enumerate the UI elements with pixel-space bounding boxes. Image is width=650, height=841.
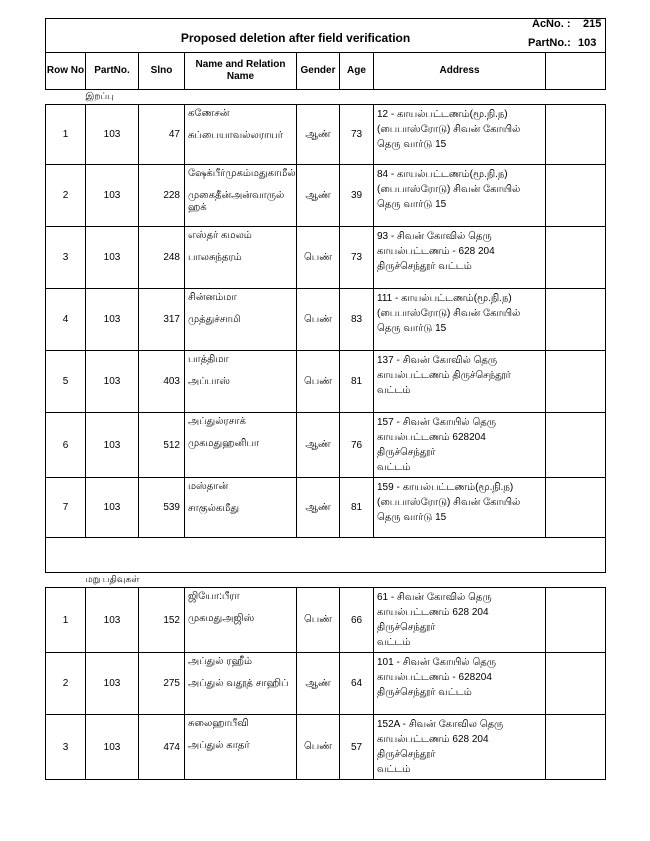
address-line: தெரு வார்டு 15 xyxy=(377,323,447,334)
address-line: காயல்பட்டணம் 628 204 திருச்செந்தூர் xyxy=(377,607,489,633)
elector-name: கணேசன் xyxy=(188,108,230,119)
page-title: Proposed deletion after field verification xyxy=(180,31,411,45)
blank-cell xyxy=(546,588,606,653)
relation-name: அப்பாஸ் xyxy=(188,376,230,387)
gender-cell: ஆண் xyxy=(297,653,340,715)
col-row-no: Row No xyxy=(46,53,86,90)
part-no-cell: 103 xyxy=(86,165,139,227)
part-no-cell: 103 xyxy=(86,289,139,351)
address-line: 93 - சிவன் கோவில் தெரு xyxy=(377,231,492,242)
table-row xyxy=(46,289,606,351)
row-no-cell: 2 xyxy=(46,165,86,227)
elector-name: எஸ்தர் கமலம் xyxy=(188,230,252,241)
blank-cell xyxy=(546,351,606,413)
address-line: காயல்பட்டணம் - 628204 xyxy=(377,672,492,683)
deletion-table xyxy=(45,18,606,780)
name-cell xyxy=(185,478,297,538)
sl-no-cell: 47 xyxy=(139,105,185,165)
elector-name: ஜியோ:பீரா xyxy=(188,591,240,602)
table-row xyxy=(46,715,606,780)
part-no-cell: 103 xyxy=(86,105,139,165)
sl-no-cell: 275 xyxy=(139,653,185,715)
section-label: இறப்பு xyxy=(46,90,606,105)
address-cell xyxy=(374,105,546,165)
address-line: வட்டம் xyxy=(377,462,411,473)
table-row xyxy=(46,413,606,478)
col-gender: Gender xyxy=(297,53,340,90)
sl-no-cell: 152 xyxy=(139,588,185,653)
relation-name: முகைதீன்அன்வாருல் ஹக் xyxy=(188,190,285,213)
row-no-cell: 3 xyxy=(46,715,86,780)
address-cell xyxy=(374,653,546,715)
section-header-row xyxy=(46,573,606,588)
address-line: 137 - சிவன் கோவில் தெரு xyxy=(377,355,498,366)
gender-cell: பெண் xyxy=(297,227,340,289)
part-no-cell: 103 xyxy=(86,715,139,780)
col-sl-no: Slno xyxy=(139,53,185,90)
age-cell: 81 xyxy=(340,478,374,538)
address-line: 152A - சிவன் கோவில தெரு xyxy=(377,719,504,730)
row-no-cell: 5 xyxy=(46,351,86,413)
name-cell xyxy=(185,165,297,227)
part-no-cell: 103 xyxy=(86,653,139,715)
sl-no-cell: 228 xyxy=(139,165,185,227)
age-cell: 73 xyxy=(340,105,374,165)
sl-no-cell: 512 xyxy=(139,413,185,478)
age-cell: 81 xyxy=(340,351,374,413)
partno-value: 103 xyxy=(578,37,597,49)
elector-name: ஷேக்பீர்முகம்மதுகாமீல் xyxy=(188,168,296,179)
address-line: திருச்செந்தூர் வட்டம் xyxy=(377,687,472,698)
gender-cell: ஆண் xyxy=(297,413,340,478)
name-cell xyxy=(185,227,297,289)
address-line: 84 - காயல்பட்டணம்(மூ.நி.ந) xyxy=(377,169,508,180)
section-header-row xyxy=(46,90,606,105)
col-blank xyxy=(546,53,606,90)
elector-name: சின்னம்மா xyxy=(188,292,237,303)
address-line: வட்டம் xyxy=(377,385,411,396)
table-row xyxy=(46,105,606,165)
gender-cell: ஆண் xyxy=(297,478,340,538)
row-no-cell: 1 xyxy=(46,588,86,653)
section-gap-cell xyxy=(46,538,606,573)
relation-name: அப்துல் வதூத் சாஹிப் xyxy=(188,678,289,689)
row-no-cell: 3 xyxy=(46,227,86,289)
address-line: (பைபாஸ்ரோடு) சிவன் கோயில் xyxy=(377,308,521,319)
address-line: 159 - காயல்பட்டணம்(மூ.நி.ந) xyxy=(377,482,514,493)
address-line: வட்டம் xyxy=(377,764,411,775)
part-no-cell: 103 xyxy=(86,413,139,478)
address-line: (பைபாஸ்ரோடு) சிவன் கோயில் xyxy=(377,497,521,508)
age-cell: 73 xyxy=(340,227,374,289)
address-line: தெரு வார்டு 15 xyxy=(377,199,447,210)
age-cell: 66 xyxy=(340,588,374,653)
sl-no-cell: 539 xyxy=(139,478,185,538)
section-label: மறு பதிவுகள் xyxy=(46,573,606,588)
address-cell xyxy=(374,165,546,227)
age-cell: 83 xyxy=(340,289,374,351)
row-no-cell: 7 xyxy=(46,478,86,538)
gender-cell: ஆண் xyxy=(297,165,340,227)
address-line: 111 - காயல்பட்டணம்(மூ.நி.ந) xyxy=(377,293,512,304)
gender-cell: பெண் xyxy=(297,351,340,413)
elector-name: அப்துல் ரஹீம் xyxy=(188,656,252,667)
address-line: தெரு வார்டு 15 xyxy=(377,139,447,150)
gender-cell: பெண் xyxy=(297,289,340,351)
name-cell xyxy=(185,588,297,653)
blank-cell xyxy=(546,105,606,165)
table-row xyxy=(46,653,606,715)
address-line: திருச்செந்தூர் வட்டம் xyxy=(377,261,472,272)
section-gap xyxy=(46,538,606,573)
col-age: Age xyxy=(340,53,374,90)
blank-cell xyxy=(546,413,606,478)
acno-value: 215 xyxy=(583,18,602,30)
address-cell xyxy=(374,351,546,413)
part-no-cell: 103 xyxy=(86,351,139,413)
row-no-cell: 2 xyxy=(46,653,86,715)
address-line: தெரு வார்டு 15 xyxy=(377,512,447,523)
relation-name: அப்துல் காதர் xyxy=(188,740,250,751)
relation-name: முத்துச்சாமி xyxy=(188,314,241,325)
table-row xyxy=(46,351,606,413)
partno-label: PartNo.: xyxy=(528,37,571,49)
address-line: (பைபாஸ்ரோடு) சிவன் கோயில் xyxy=(377,124,521,135)
address-cell xyxy=(374,478,546,538)
address-line: 101 - சிவன் கோயில் தெரு xyxy=(377,657,497,668)
elector-name: மஸ்தான் xyxy=(188,481,229,492)
name-cell xyxy=(185,715,297,780)
table-row xyxy=(46,165,606,227)
col-part-no: PartNo. xyxy=(86,53,139,90)
gender-cell: பெண் xyxy=(297,715,340,780)
address-line: காயல்பட்டணம் திருச்செந்தூர் xyxy=(377,370,511,381)
part-no-cell: 103 xyxy=(86,478,139,538)
address-line: 61 - சிவன் கோவில் தெரு xyxy=(377,592,492,603)
relation-name: முகமதுஹனிபா xyxy=(188,438,260,449)
part-no-cell: 103 xyxy=(86,227,139,289)
address-line: 12 - காயல்பட்டணம்(மூ.நி.ந) xyxy=(377,109,508,120)
gender-cell: பெண் xyxy=(297,588,340,653)
blank-cell xyxy=(546,289,606,351)
age-cell: 39 xyxy=(340,165,374,227)
blank-cell xyxy=(546,227,606,289)
address-line: 157 - சிவன் கோயில் தெரு xyxy=(377,417,497,428)
row-no-cell: 1 xyxy=(46,105,86,165)
name-cell xyxy=(185,289,297,351)
part-no-cell: 103 xyxy=(86,588,139,653)
address-line: (பைபாஸ்ரோடு) சிவன் கோயில் xyxy=(377,184,521,195)
column-header-row xyxy=(46,53,606,90)
name-cell xyxy=(185,105,297,165)
name-cell xyxy=(185,653,297,715)
acno-label: AcNo. : xyxy=(532,18,571,30)
title-cell xyxy=(46,19,606,53)
table-row xyxy=(46,227,606,289)
sl-no-cell: 317 xyxy=(139,289,185,351)
address-line: வட்டம் xyxy=(377,637,411,648)
col-address: Address xyxy=(374,53,546,90)
address-line: காயல்பட்டணம் 628204 திருச்செந்தூர் xyxy=(377,432,486,458)
address-cell xyxy=(374,588,546,653)
address-cell xyxy=(374,715,546,780)
table-row xyxy=(46,588,606,653)
elector-name: அப்துல்ரசாக் xyxy=(188,416,246,427)
relation-name: முகமதுஅஜிஸ் xyxy=(188,613,255,624)
age-cell: 64 xyxy=(340,653,374,715)
name-cell xyxy=(185,351,297,413)
elector-name: பாத்திமா xyxy=(188,354,229,365)
address-cell xyxy=(374,413,546,478)
col-name-relation: Name and Relation Name xyxy=(185,53,297,90)
address-line: காயல்பட்டணம் 628 204 திருச்செந்தூர் xyxy=(377,734,489,760)
relation-name: சுப்பையாவல்லராயர் xyxy=(188,130,284,141)
address-cell xyxy=(374,289,546,351)
name-cell xyxy=(185,413,297,478)
table-row xyxy=(46,478,606,538)
relation-name: பாலசுந்தரம் xyxy=(188,252,242,263)
address-cell xyxy=(374,227,546,289)
blank-cell xyxy=(546,653,606,715)
row-no-cell: 6 xyxy=(46,413,86,478)
blank-cell xyxy=(546,715,606,780)
age-cell: 76 xyxy=(340,413,374,478)
sl-no-cell: 403 xyxy=(139,351,185,413)
age-cell: 57 xyxy=(340,715,374,780)
relation-name: சாகுல்கமீது xyxy=(188,503,240,514)
sl-no-cell: 474 xyxy=(139,715,185,780)
elector-name: சுலைஹாபீவி xyxy=(188,718,249,729)
row-no-cell: 4 xyxy=(46,289,86,351)
gender-cell: ஆண் xyxy=(297,105,340,165)
blank-cell xyxy=(546,478,606,538)
sl-no-cell: 248 xyxy=(139,227,185,289)
blank-cell xyxy=(546,165,606,227)
address-line: காயல்பட்டணம் - 628 204 xyxy=(377,246,495,257)
